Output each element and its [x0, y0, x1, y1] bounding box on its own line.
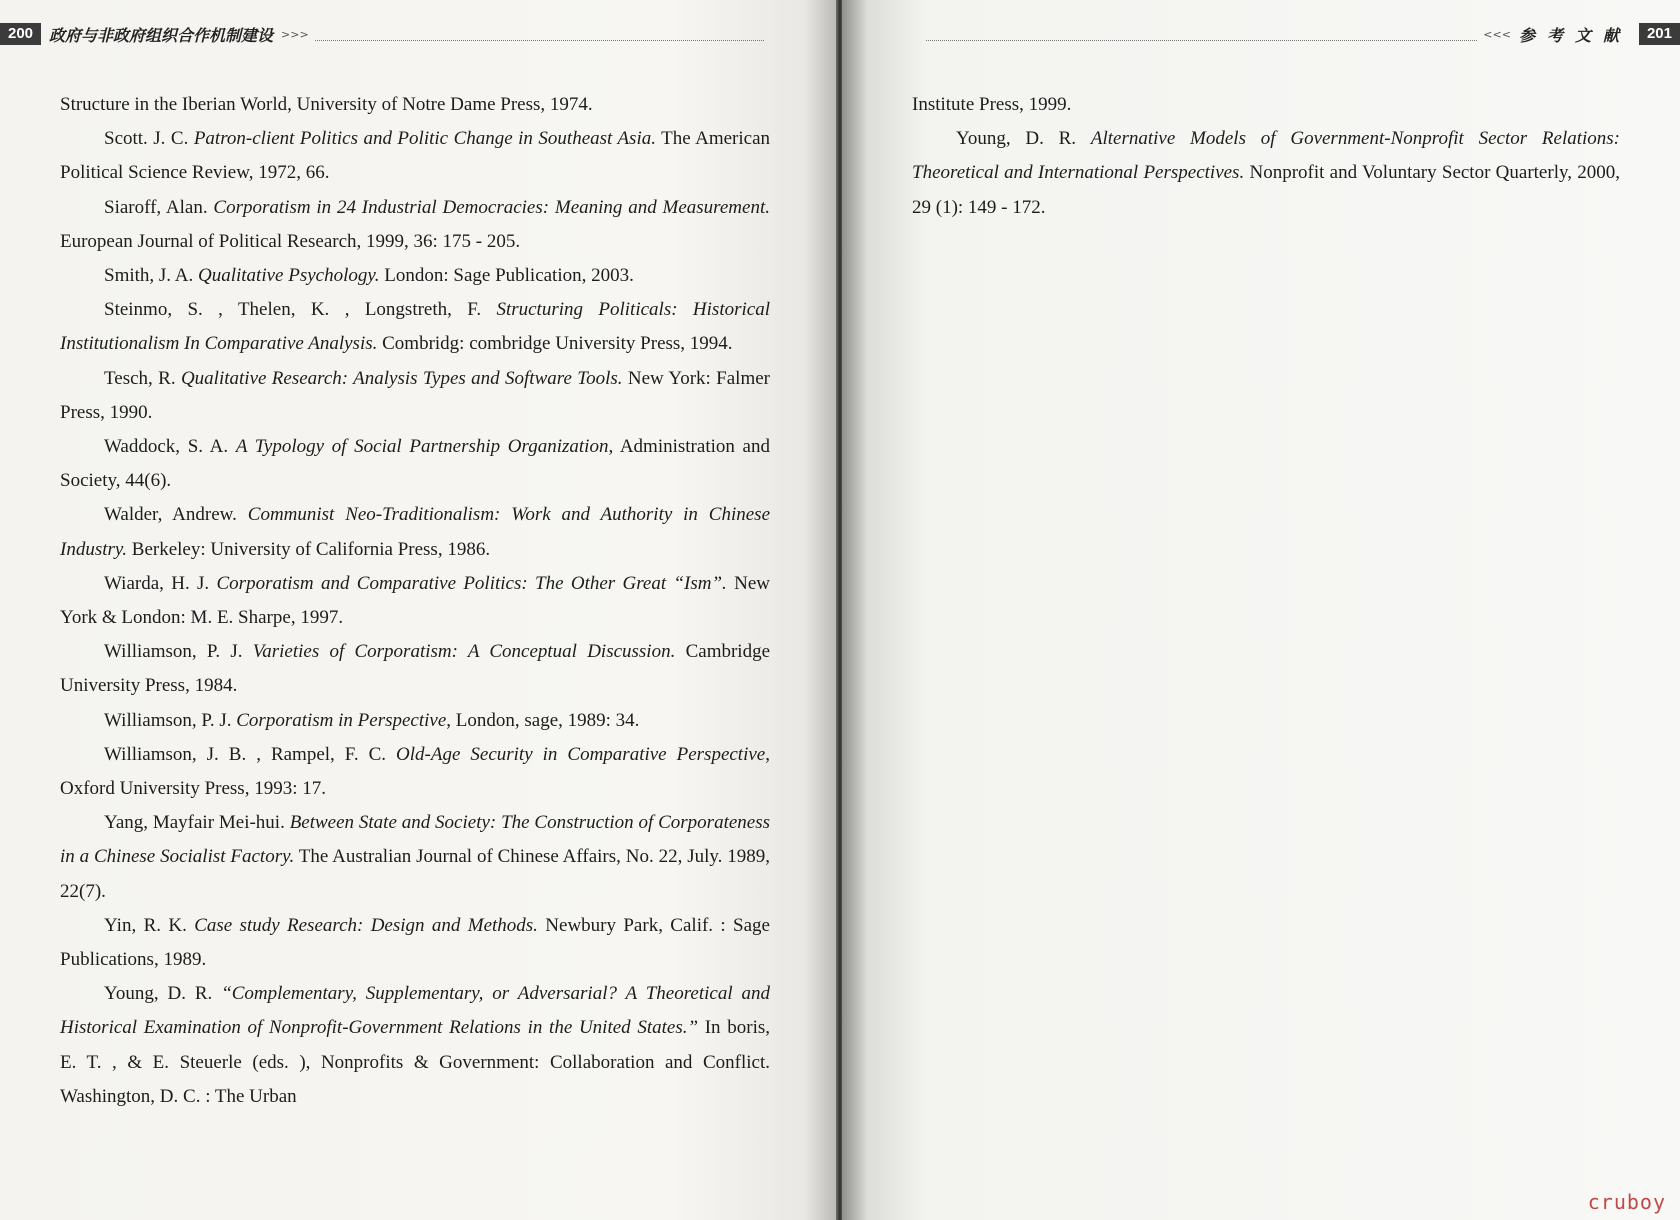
reference-text: In boris, E. T. , & E. Steuerle (eds. ), Nonprofits & Government: Collaboration and Conflict. Washington, D. C. : The Urban — [60, 1017, 770, 1107]
right-page-header — [920, 22, 1680, 46]
left-page-header — [0, 22, 770, 46]
reference-text: Combridg: combridge University Press, 1994. — [377, 333, 733, 355]
reference-text: Young, D. R. — [104, 983, 222, 1005]
reference-text: , London, sage, 1989: 34. — [446, 709, 640, 731]
reference-entry — [60, 635, 770, 703]
reference-entry — [60, 88, 770, 122]
reference-title: Between State and Society: The Construction of Corporateness in a Chinese Socialist Factory. — [60, 812, 770, 868]
reference-title: Old-Age Security in Comparative Perspective — [396, 743, 766, 765]
reference-text: The American Political Science Review, 1972, 66. — [60, 128, 771, 184]
reference-text: Yang, Mayfair Mei-hui. — [104, 812, 290, 834]
reference-text: Berkeley: University of California Press, 1986. — [127, 538, 491, 560]
reference-entry — [60, 191, 770, 259]
page-number: 201 — [1639, 23, 1680, 45]
reference-list — [912, 88, 1620, 225]
reference-title: Alternative Models of Government-Nonprofit Sector Relations: Theoretical and International Perspectives. — [912, 128, 1621, 184]
reference-text: Williamson, P. J. — [104, 709, 237, 731]
reference-entry — [60, 738, 770, 806]
reference-text: Cambridge University Press, 1984. — [60, 641, 771, 697]
reference-text: Administration and Society, 44(6). — [60, 436, 770, 492]
reference-title: Qualitative Psychology. — [197, 265, 380, 287]
reference-title: Patron-client Politics and Politic Change in Southeast Asia. — [193, 128, 656, 150]
reference-text: Structure in the Iberian World, University of Notre Dame Press, 1974. — [60, 94, 593, 115]
reference-title: Corporatism and Comparative Politics: The Other Great “Ism”. — [216, 572, 727, 594]
reference-text: Wiarda, H. J. — [104, 572, 217, 594]
reference-entry — [60, 977, 770, 1114]
reference-title: Structuring Politicals: Historical Institutionalism In Comparative Analysis. — [60, 299, 770, 355]
reference-text: Smith, J. A. — [104, 265, 198, 287]
reference-text: Nonprofit and Voluntary Sector Quarterly, 2000, 29 (1): 149 - 172. — [912, 162, 1620, 218]
reference-entry — [60, 806, 770, 909]
reference-entry — [60, 293, 770, 361]
reference-list — [60, 88, 770, 1114]
reference-text: Yin, R. K. — [104, 914, 195, 936]
reference-text: Williamson, J. B. , Rampel, F. C. — [104, 743, 397, 765]
right-page — [842, 0, 1680, 1220]
running-title: 政府与非政府组织合作机制建设 — [49, 25, 274, 45]
reference-text: New York: Falmer Press, 1990. — [60, 367, 771, 423]
reference-entry — [60, 259, 770, 293]
reference-title: Communist Neo-Traditionalism: Work and Authority in Chinese Industry. — [60, 504, 770, 560]
reference-entry — [60, 430, 770, 498]
reference-text: Williamson, P. J. — [104, 641, 253, 663]
header-rule — [926, 28, 1477, 41]
reference-text: Institute Press, 1999. — [912, 94, 1072, 115]
header-rule — [315, 28, 764, 41]
reference-text: Walder, Andrew. — [104, 504, 248, 526]
reference-title: Varieties of Corporatism: A Conceptual Discussion. — [252, 641, 676, 663]
reference-title: “Complementary, Supplementary, or Adversarial? A Theoretical and Historical Examination of Nonprofit-Government Relations in the United States.” — [60, 983, 770, 1039]
reference-entry — [60, 909, 770, 977]
reference-entry — [60, 122, 770, 190]
reference-entry — [60, 704, 770, 738]
reference-text: Scott. J. C. — [104, 128, 194, 150]
reference-title: A Typology of Social Partnership Organization, — [235, 436, 614, 458]
reference-text: The Australian Journal of Chinese Affairs, No. 22, July. 1989, 22(7). — [60, 846, 771, 902]
reference-text: Steinmo, S. , Thelen, K. , Longstreth, F. — [104, 299, 497, 321]
reference-text: Siaroff, Alan. — [104, 196, 214, 218]
reference-text: , Oxford University Press, 1993: 17. — [60, 743, 770, 800]
running-title: 参考文献 — [1518, 25, 1631, 45]
page-number: 200 — [0, 23, 41, 45]
reference-text: European Journal of Political Research, 1999, 36: 175 - 205. — [60, 230, 521, 252]
reference-text: Newbury Park, Calif. : Sage Publications, 1989. — [60, 914, 770, 971]
reference-text: Waddock, S. A. — [104, 436, 236, 458]
reference-text: Young, D. R. — [956, 128, 1091, 150]
reference-title: Case study Research: Design and Methods. — [194, 914, 538, 936]
reference-title: Qualitative Research: Analysis Types and Software Tools. — [180, 367, 623, 389]
header-chevrons: >>> — [281, 27, 309, 41]
reference-title: Corporatism in Perspective — [236, 709, 447, 731]
left-page — [0, 0, 838, 1220]
reference-text: Tesch, R. — [104, 367, 181, 389]
reference-text: New York & London: M. E. Sharpe, 1997. — [60, 572, 770, 629]
reference-text: London: Sage Publication, 2003. — [379, 265, 634, 287]
reference-entry — [60, 498, 770, 566]
reference-entry — [60, 362, 770, 430]
reference-entry — [912, 122, 1620, 225]
watermark: cruboy — [1587, 1190, 1666, 1214]
header-chevrons: <<< — [1483, 27, 1511, 41]
reference-entry — [912, 88, 1620, 122]
reference-entry — [60, 567, 770, 635]
reference-title: Corporatism in 24 Industrial Democracies: Meaning and Measurement. — [213, 196, 770, 218]
